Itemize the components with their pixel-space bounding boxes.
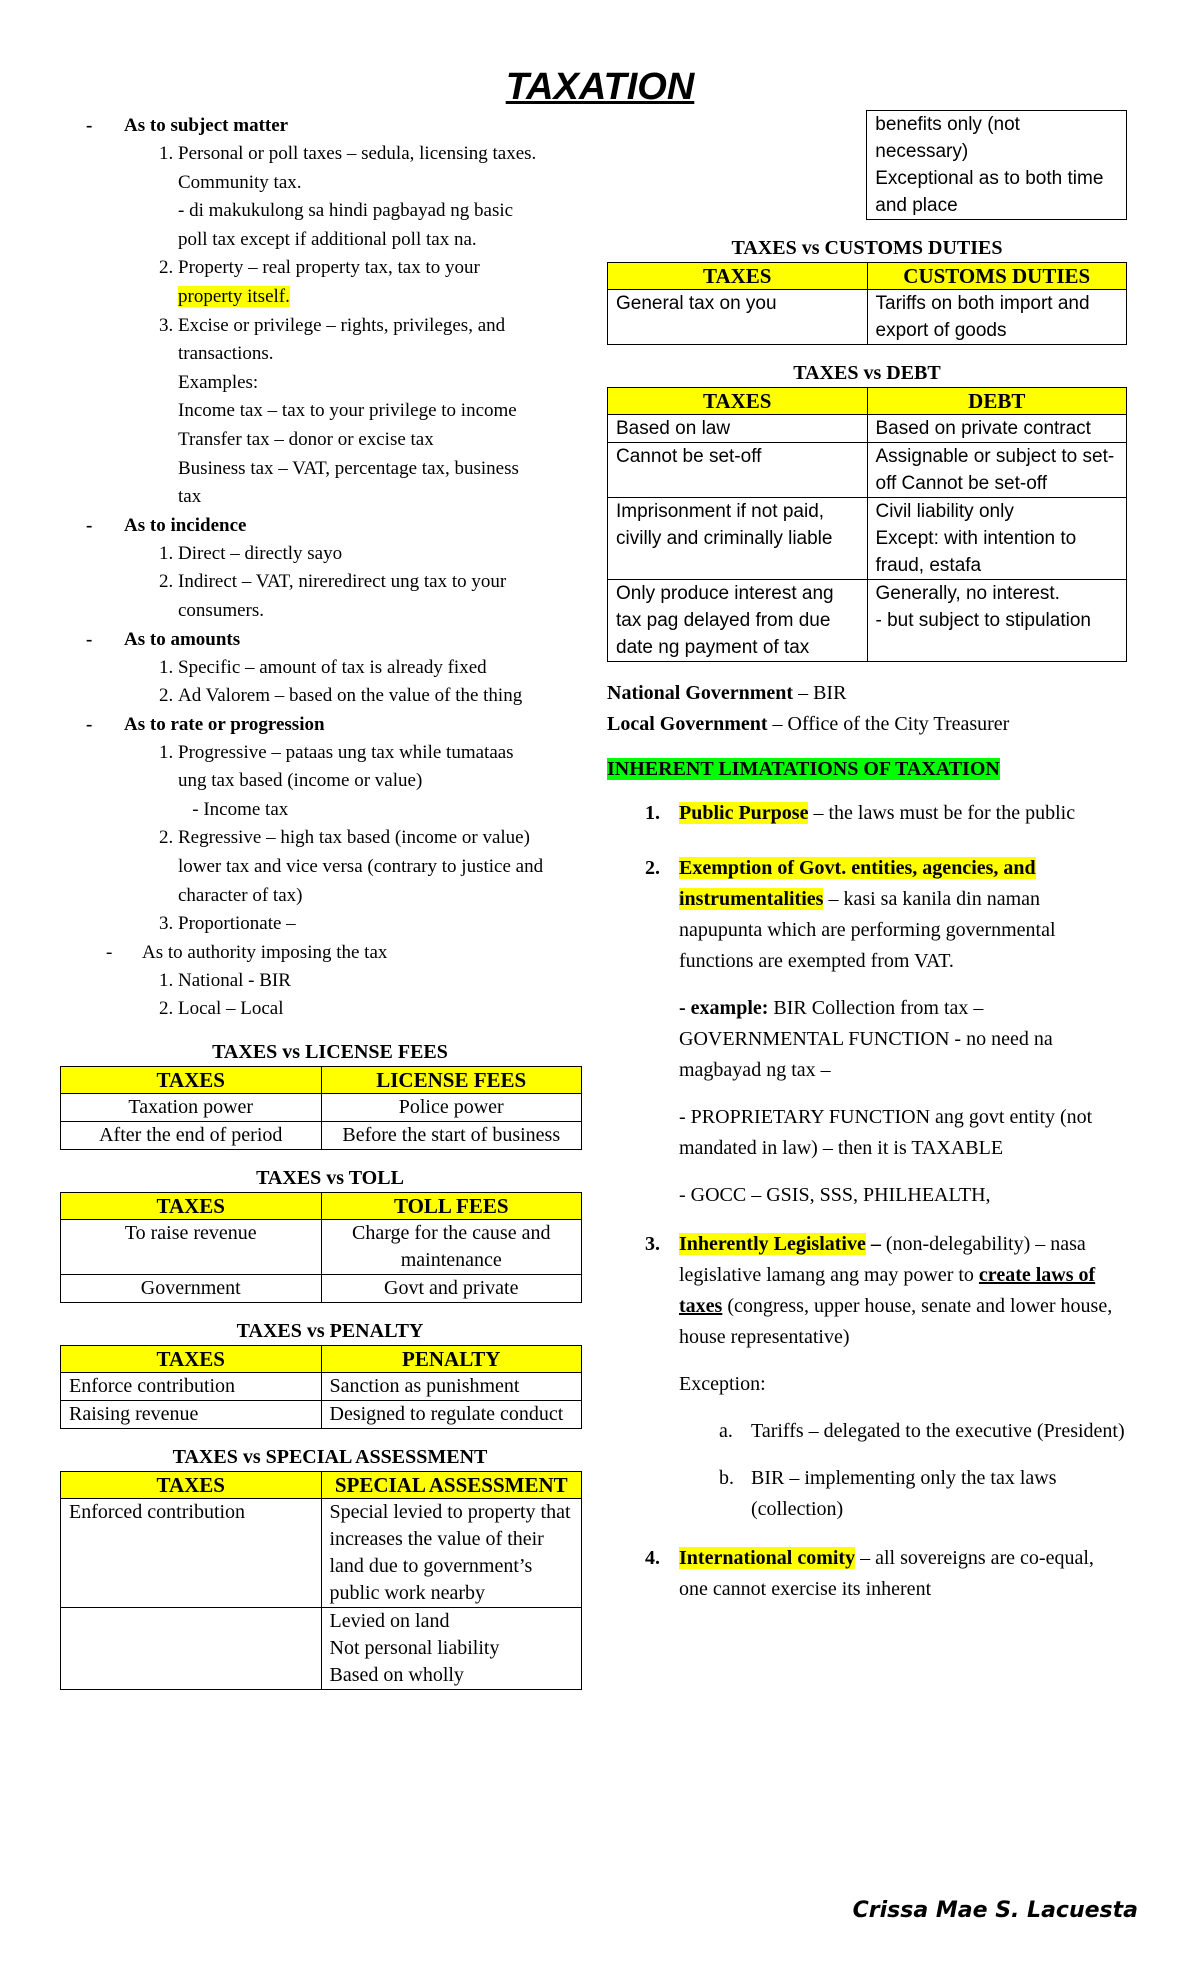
table-header-cell: CUSTOMS DUTIES <box>867 263 1127 290</box>
table-row <box>61 1094 582 1122</box>
table-row <box>608 290 1127 345</box>
limitation-2: 2. Exemption of Govt. entities, agencies, and instrumentalities – kasi sa kanila din naman napupunta which are performing governmental functions are exempted from VAT. <box>645 857 1056 972</box>
table-header-cell: PENALTY <box>321 1346 582 1373</box>
bullet-dash: - <box>86 115 93 136</box>
table-row <box>61 1373 582 1401</box>
table-row <box>608 580 1127 662</box>
table-cell: Raising revenue <box>61 1401 322 1429</box>
table-row <box>61 1220 582 1275</box>
continued-table <box>607 110 1127 220</box>
author-signature: Crissa Mae S. Lacuesta <box>852 1898 1138 1923</box>
table-row <box>61 1122 582 1150</box>
tax-classifications <box>60 112 600 1024</box>
table-header-cell: TAXES <box>608 263 868 290</box>
exception-a: a. Tariffs – delegated to the executive (President) <box>719 1420 1125 1442</box>
example-proprietary: - PROPRIETARY FUNCTION ang govt entity (not mandated in law) – then it is TAXABLE <box>679 1106 1093 1159</box>
table-header-cell: TAXES <box>61 1472 322 1499</box>
bullet-dash: - <box>86 713 93 735</box>
table-header-cell: LICENSE FEES <box>321 1067 582 1094</box>
page-title: TAXATION <box>505 66 695 108</box>
comparison-tables-right <box>607 234 1127 662</box>
comparison-table <box>60 1066 582 1150</box>
list-item: 1. National - BIR <box>178 967 600 996</box>
limitation-4: 4. International comity – all sovereigns are co-equal, one cannot exercise its inherent <box>645 1547 1094 1600</box>
table-cell: Charge for the cause and maintenance <box>321 1220 582 1275</box>
highlighted-text: property itself. <box>178 285 290 307</box>
classification-heading: - As to authority imposing the tax <box>60 939 600 967</box>
list-item: 2. Local – Local <box>178 995 600 1024</box>
example-gocc: - GOCC – GSIS, SSS, PHILHEALTH, <box>679 1184 991 1206</box>
classification-list <box>60 140 600 512</box>
table-title: TAXES vs TOLL <box>256 1167 404 1190</box>
list-item: 2. Indirect – VAT, nireredirect ung tax to your consumers. <box>178 568 600 625</box>
table-cell: Enforce contribution <box>61 1373 322 1401</box>
table-row <box>61 1275 582 1303</box>
comparison-table <box>607 387 1127 662</box>
table-header-row <box>608 263 1127 290</box>
table-cell: Based on private contract <box>867 415 1127 443</box>
table-cell: Levied on land Not personal liability Based on wholly <box>321 1608 582 1690</box>
table-cell: Generally, no interest. - but subject to stipulation <box>867 580 1127 662</box>
table-header-cell: TAXES <box>61 1346 322 1373</box>
table-cell: General tax on you <box>608 290 868 345</box>
left-column <box>60 112 600 1690</box>
table-cell: Based on law <box>608 415 868 443</box>
bullet-dash: - <box>86 628 93 650</box>
table-header-row <box>61 1346 582 1373</box>
table-header-cell: TAXES <box>608 388 868 415</box>
comparison-table <box>607 262 1127 345</box>
table-header-row <box>608 388 1127 415</box>
table-cell: Before the start of business <box>321 1122 582 1150</box>
table-row <box>61 1499 582 1608</box>
table-header-row <box>61 1472 582 1499</box>
comparison-table <box>60 1192 582 1303</box>
gov-local: Local Government – Office of the City Treasurer <box>607 713 1010 735</box>
table-row <box>608 498 1127 580</box>
table-header-cell: TOLL FEES <box>321 1193 582 1220</box>
classification-heading: - As to incidence <box>60 512 600 540</box>
bullet-dash: - <box>86 514 93 536</box>
limitation-3: 3. Inherently Legislative – (non-delegability) – nasa legislative lamang ang may power to create laws of taxes (congress, upper house, senate and lower house, house representative) <box>645 1233 1113 1348</box>
table-header-row <box>61 1067 582 1094</box>
classification-list <box>60 654 600 711</box>
classification-list <box>60 739 600 939</box>
table-cell: Civil liability only Except: with intention to fraud, estafa <box>867 498 1127 580</box>
bullet-dash: - <box>106 941 113 963</box>
table-cell: Assignable or subject to set-off Cannot be set-off <box>867 443 1127 498</box>
gov-national: National Government – BIR <box>607 682 847 704</box>
classification-list <box>60 540 600 626</box>
table-cell: Sanction as punishment <box>321 1373 582 1401</box>
comparison-table <box>60 1345 582 1429</box>
example-governmental: - example: BIR Collection from tax – GOVERNMENTAL FUNCTION - no need na magbayad ng tax – <box>679 997 1053 1081</box>
limitations-heading: INHERENT LIMATATIONS OF TAXATION <box>607 758 1000 780</box>
list-item: 1. Specific – amount of tax is already fixed <box>178 654 600 683</box>
continued-cell: benefits only (not necessary) Exceptional as to both time and place <box>867 111 1127 220</box>
table-cell: Imprisonment if not paid, civilly and criminally liable <box>608 498 868 580</box>
right-column <box>607 110 1127 1605</box>
list-item: 2. Regressive – high tax based (income or value) lower tax and vice versa (contrary to justice and character of tax) <box>178 824 600 910</box>
table-title: TAXES vs SPECIAL ASSESSMENT <box>172 1446 488 1469</box>
list-item: 1. Direct – directly sayo <box>178 540 600 569</box>
table-cell: To raise revenue <box>61 1220 322 1275</box>
limitation-1: 1. Public Purpose – the laws must be for the public <box>645 802 1076 824</box>
list-item: 2. Ad Valorem – based on the value of the thing <box>178 682 600 711</box>
comparison-table <box>60 1471 582 1690</box>
table-title: TAXES vs PENALTY <box>236 1320 424 1343</box>
government-offices <box>607 678 1127 740</box>
table-title: TAXES vs LICENSE FEES <box>212 1041 448 1064</box>
classification-heading: - As to subject matter <box>60 112 600 140</box>
table-title: TAXES vs CUSTOMS DUTIES <box>731 237 1003 259</box>
list-item: 1. Personal or poll taxes – sedula, licensing taxes. Community tax. - di makukulong sa hindi pagbayad ng basic poll tax except if additional poll tax na. <box>178 140 600 254</box>
table-row <box>61 1608 582 1690</box>
table-cell: Govt and private <box>321 1275 582 1303</box>
table-cell: Police power <box>321 1094 582 1122</box>
table-cell: Cannot be set-off <box>608 443 868 498</box>
list-item: 3. Excise or privilege – rights, privileges, and transactions. Examples: Income tax – tax to your privilege to income Transfer tax – donor or excise tax Business tax – VAT, percentage tax, business tax <box>178 312 600 512</box>
table-cell: Enforced contribution <box>61 1499 322 1608</box>
table-header-cell: TAXES <box>61 1193 322 1220</box>
table-row <box>608 443 1127 498</box>
table-header-cell: DEBT <box>867 388 1127 415</box>
table-cell: After the end of period <box>61 1122 322 1150</box>
list-item: 3. Proportionate – <box>178 910 600 939</box>
classification-heading: - As to rate or progression <box>60 711 600 739</box>
table-header-cell: SPECIAL ASSESSMENT <box>321 1472 582 1499</box>
table-cell: Designed to regulate conduct <box>321 1401 582 1429</box>
table-row <box>608 415 1127 443</box>
table-cell <box>61 1608 322 1690</box>
table-row <box>61 1401 582 1429</box>
classification-heading: - As to amounts <box>60 626 600 654</box>
exception-label: Exception: <box>679 1373 766 1395</box>
list-item: 1. Progressive – pataas ung tax while tumataas ung tax based (income or value) - Income tax <box>178 739 600 825</box>
list-item: 2. Property – real property tax, tax to your property itself. <box>178 254 600 311</box>
table-header-row <box>61 1193 582 1220</box>
table-cell: Tariffs on both import and export of goods <box>867 290 1127 345</box>
table-cell: Only produce interest ang tax pag delayed from due date ng payment of tax <box>608 580 868 662</box>
table-cell: Government <box>61 1275 322 1303</box>
table-cell: Special levied to property that increases the value of their land due to government’s public work nearby <box>321 1499 582 1608</box>
exception-b: b. BIR – implementing only the tax laws (collection) <box>719 1467 1057 1520</box>
comparison-tables-left <box>60 1038 600 1690</box>
classification-list <box>60 967 600 1024</box>
table-cell: Taxation power <box>61 1094 322 1122</box>
table-header-cell: TAXES <box>61 1067 322 1094</box>
table-title: TAXES vs DEBT <box>793 362 941 384</box>
